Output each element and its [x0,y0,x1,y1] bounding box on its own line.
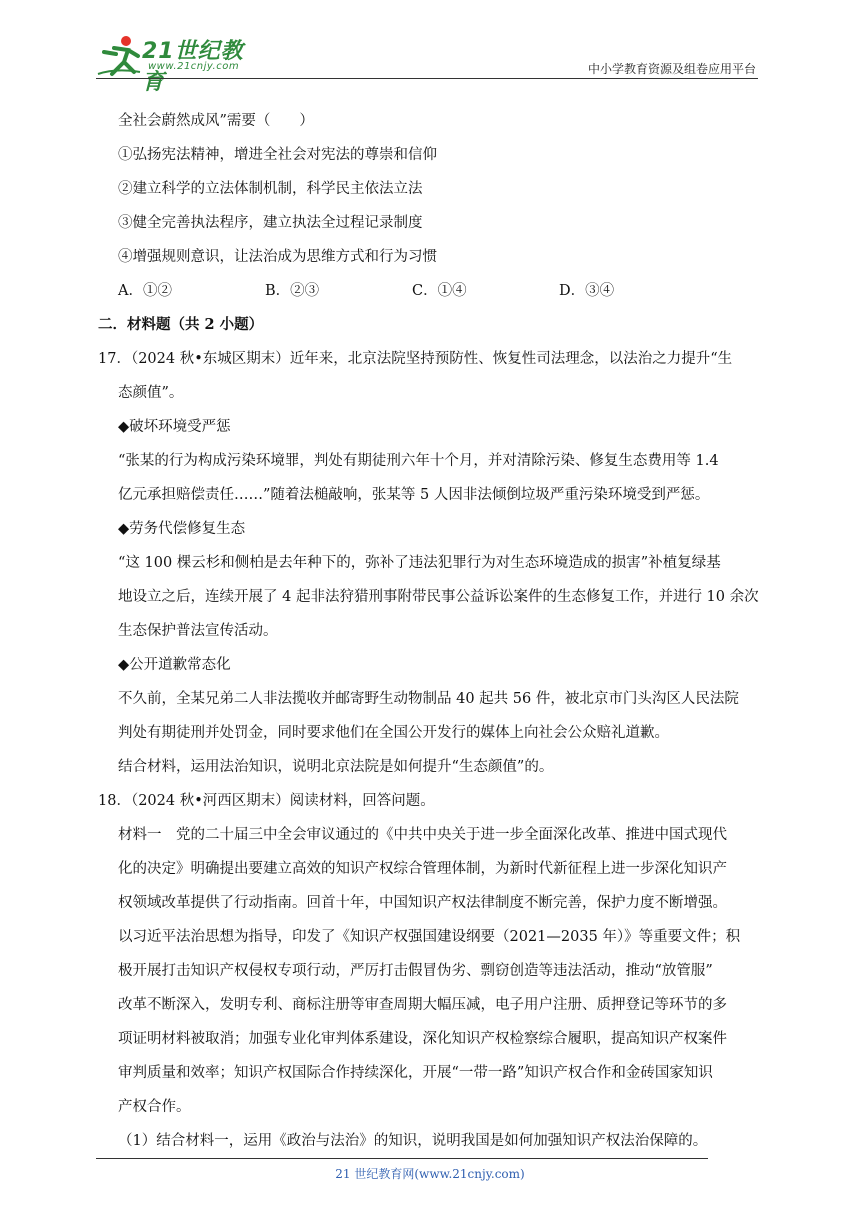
option-d: D．③④ [559,283,615,299]
q17-line-2: 态颜值”。 [118,385,184,401]
q16-options [98,274,762,308]
platform-title: 中小学教育资源及组卷应用平台 [587,62,756,76]
q18-sub-question-1: （1）结合材料一，运用《政治与法治》的知识，说明我国是如何加强知识产权法治保障的。 [118,1133,708,1149]
q17-para-1b: 亿元承担赔偿责任……”随着法槌敲响，张某等 5 人因非法倾倒垃圾严重污染环境受到严惩。 [118,487,710,503]
logo [96,34,256,95]
option-c: C．①④ [412,283,467,299]
q17-heading-2: ◆劳务代偿修复生态 [118,521,246,537]
q18-material-1-line-7: 项证明材料被取消；加强专业化审判体系建设，深化知识产权检察综合履职，提高知识产权案件 [118,1031,727,1047]
q17-heading-1: ◆破坏环境受严惩 [118,419,231,435]
document-body [98,104,762,1158]
q17-question: 结合材料，运用法治知识，说明北京法院是如何提升“生态颜值”的。 [118,759,554,775]
q17-para-2a: “这 100 棵云杉和侧柏是去年种下的，弥补了违法犯罪行为对生态环境造成的损害”补植复绿基 [118,555,721,571]
q18-line-1: 18．（2024 秋•河西区期末）阅读材料，回答问题。 [98,793,435,809]
q18-material-1-line-2: 化的决定》明确提出要建立高效的知识产权综合管理体制，为新时代新征程上进一步深化知识产 [118,861,727,877]
q16-item-2: ②建立科学的立法体制机制，科学民主依法立法 [118,181,423,197]
q17-line-1: 17．（2024 秋•东城区期末）近年来，北京法院坚持预防性、恢复性司法理念，以法治之力提升“生 [98,351,733,367]
q18-material-1-line-9: 产权合作。 [118,1099,191,1115]
footer-divider [96,1158,708,1159]
page-footer: 21 世纪教育网(www.21cnjy.com) [335,1167,525,1181]
q17-para-1a: “张某的行为构成污染环境罪，判处有期徒刑六年十个月，并对清除污染、修复生态费用等 1.4 [118,453,719,469]
q18-material-1-line-5: 极开展打击知识产权侵权专项行动，严厉打击假冒伪劣、剽窃创造等违法活动，推动“放管服” [118,963,713,979]
section-heading: 二．材料题（共 2 小题） [98,316,264,333]
runner-logo-icon [96,34,146,78]
page-header [0,0,860,95]
q16-item-3: ③健全完善执法程序，建立执法全过程记录制度 [118,215,423,231]
option-a: A．①② [118,283,172,299]
q17-para-3b: 判处有期徒刑并处罚金，同时要求他们在全国公开发行的媒体上向社会公众赔礼道歉。 [118,725,669,741]
q18-material-1-line-6: 改革不断深入，发明专利、商标注册等审查周期大幅压减，电子用户注册、质押登记等环节的多 [118,997,727,1013]
logo-url: www.21cnjy.com [148,61,240,72]
q17-para-2c: 生态保护普法宣传活动。 [118,623,278,639]
q17-para-3a: 不久前，全某兄弟二人非法揽收并邮寄野生动物制品 40 起共 56 件，被北京市门头沟区人民法院 [118,691,739,707]
q17-heading-3: ◆公开道歉常态化 [118,657,231,673]
logo-text: 21世纪教育 [142,39,244,95]
q18-material-1-line-4: 以习近平法治思想为指导，印发了《知识产权强国建设纲要（2021—2035 年）》等重要文件；积 [118,929,741,945]
q17-para-2b: 地设立之后，连续开展了 4 起非法狩猎刑事附带民事公益诉讼案件的生态修复工作，并进行 10 余次 [118,589,759,605]
option-b: B．②③ [265,283,320,299]
q18-material-1-line-3: 权领域改革提供了行动指南。回首十年，中国知识产权法律制度不断完善，保护力度不断增强。 [118,895,727,911]
q18-material-1-line-1: 材料一 党的二十届三中全会审议通过的《中共中央关于进一步全面深化改革、推进中国式现代 [118,827,727,843]
q18-material-1-line-8: 审判质量和效率；知识产权国际合作持续深化，开展“一带一路”知识产权合作和金砖国家知识 [118,1065,713,1081]
header-divider [96,78,758,79]
q16-stem-tail: 全社会蔚然成风”需要（ ） [118,113,314,129]
q16-item-1: ①弘扬宪法精神，增进全社会对宪法的尊崇和信仰 [118,147,437,163]
q16-item-4: ④增强规则意识，让法治成为思维方式和行为习惯 [118,249,437,265]
